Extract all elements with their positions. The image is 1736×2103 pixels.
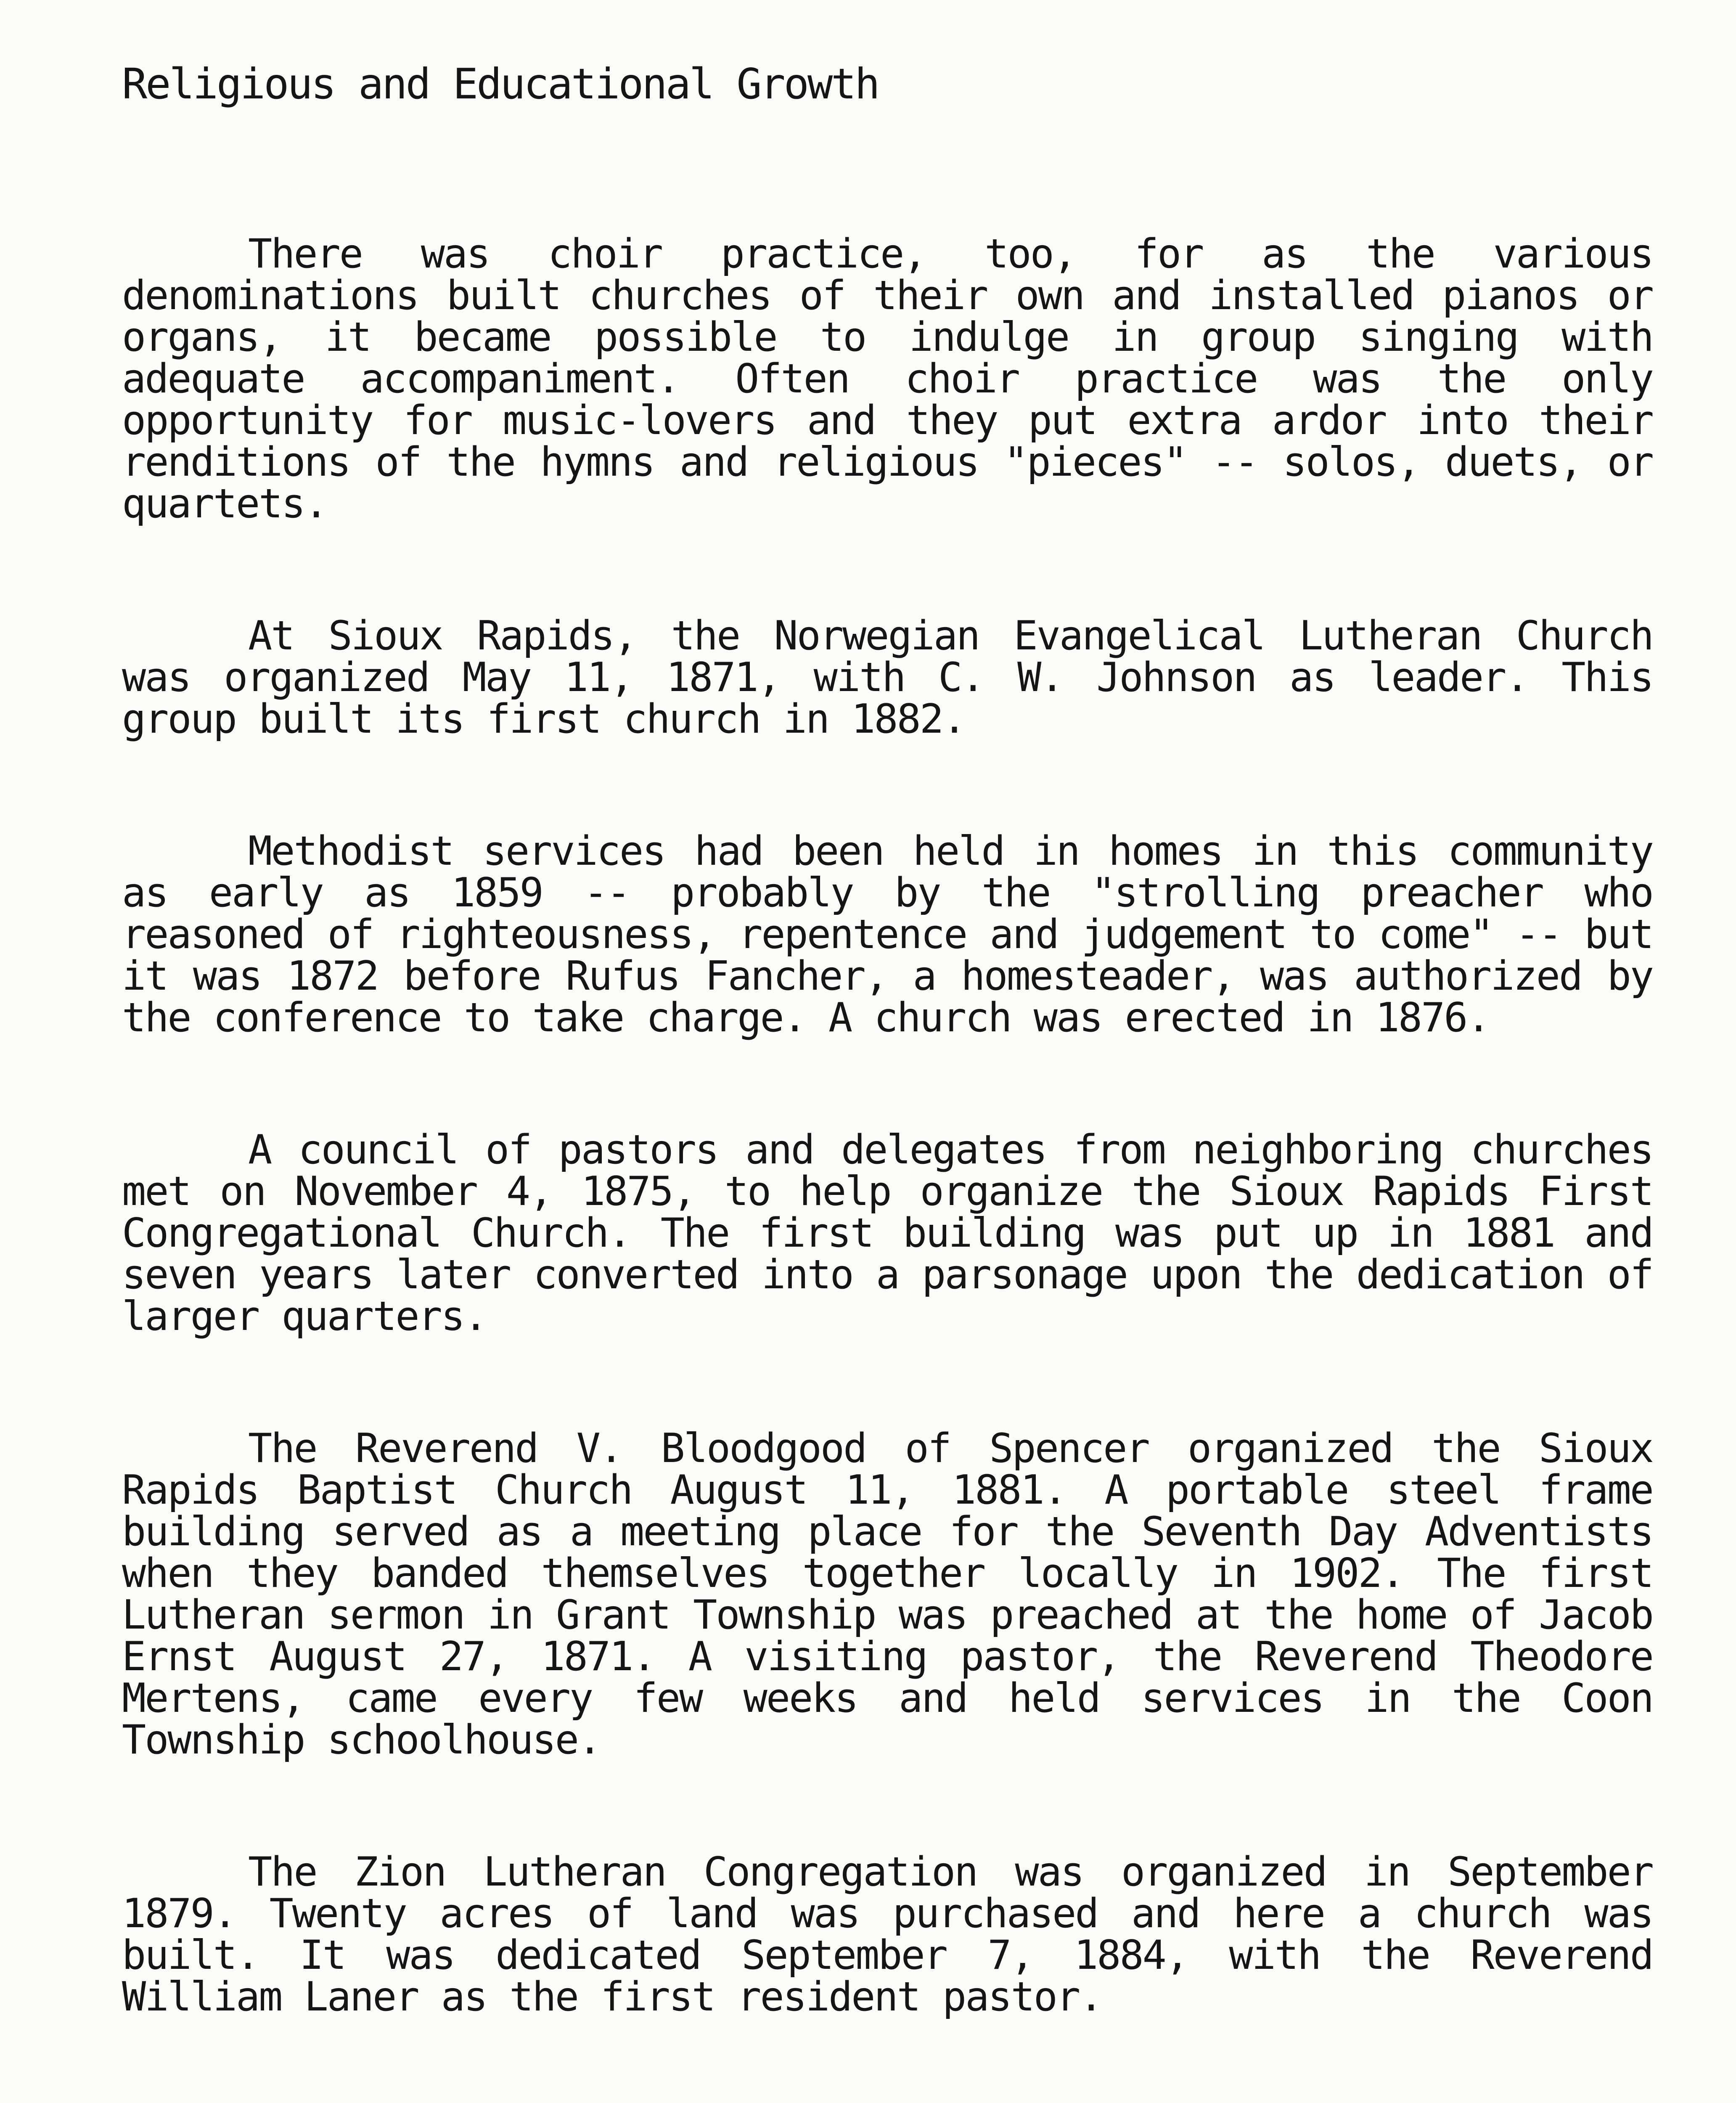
paragraph-choir-practice: There was choir practice, too, for as the various denominations built churches of their own and installed pianos or organs, it became possible to indulge in group singing with adequate accompaniment. Often choir practice was the only opportunity for music-lovers and they put extra ardor into their renditions of the hymns and religious "pieces" -- solos, duets, or quartets. (122, 231, 1653, 527)
paragraph-norwegian-lutheran: At Sioux Rapids, the Norwegian Evangelical Lutheran Church was organized May 11, 1871, with C. W. Johnson as leader. This group built its first church in 1882. (122, 613, 1653, 742)
paragraph-zion-lutheran: The Zion Lutheran Congregation was organized in September 1879. Twenty acres of land was purchased and here a church was built. It was dedicated September 7, 1884, with the Reverend William Laner as the first resident pastor. (122, 1849, 1653, 2020)
body-text (122, 233, 1653, 2103)
paragraph-baptist: The Reverend V. Bloodgood of Spencer organized the Sioux Rapids Baptist Church August 11, 1881. A portable steel frame building served as a meeting place for the Seventh Day Adventists when they banded themselves together locally in 1902. The first Lutheran sermon in Grant Township was preached at the home of Jacob Ernst August 27, 1871. A visiting pastor, the Reverend Theodore Mertens, came every few weeks and held services in the Coon Township schoolhouse. (122, 1425, 1653, 1763)
paragraph-congregational: A council of pastors and delegates from neighboring churches met on November 4, 1875, to help organize the Sioux Rapids First Congregational Church. The first building was put up in 1881 and seven years later converted into a parsonage upon the dedication of larger quarters. (122, 1127, 1653, 1340)
running-header: Religious and Educational Growth (122, 59, 879, 109)
paragraph-methodist: Methodist services had been held in homes in this community as early as 1859 -- probably by the "strolling preacher who reasoned of righteousness, repentence and judgement to come" -- but it was 1872 before Rufus Fancher, a homesteader, was authorized by the conference to take charge. A church was erected in 1876. (122, 828, 1653, 1041)
